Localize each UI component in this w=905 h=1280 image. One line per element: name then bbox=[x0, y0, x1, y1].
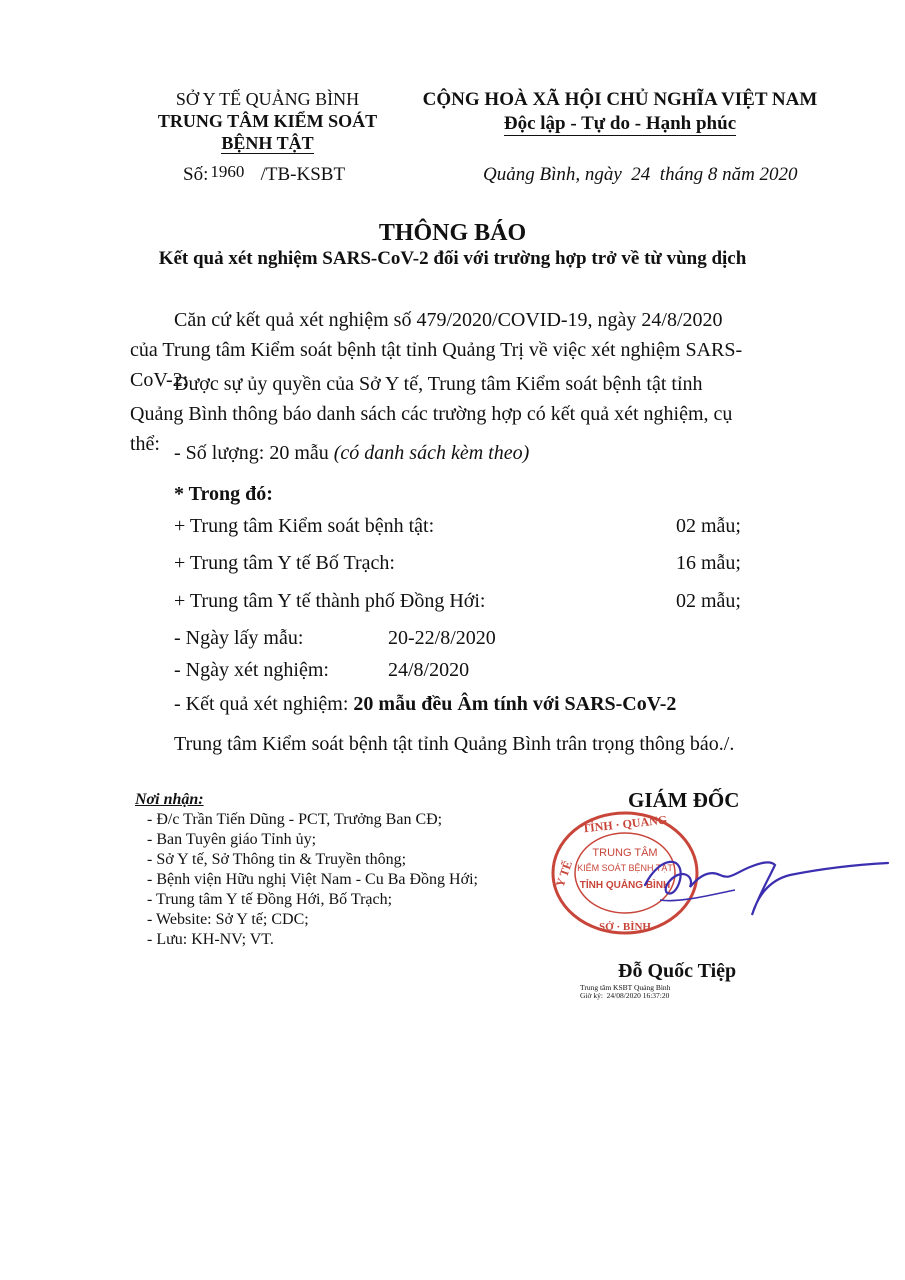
signature-time: Giờ ký: 24/08/2020 16:37:20 bbox=[580, 991, 670, 1000]
test-date-value: 24/8/2020 bbox=[388, 659, 470, 681]
breakdown-unit: + Trung tâm Y tế thành phố Đồng Hới: bbox=[174, 590, 486, 612]
signer-title: GIÁM ĐỐC bbox=[628, 788, 740, 812]
quantity-line bbox=[174, 442, 529, 465]
recipients-block bbox=[135, 790, 478, 950]
issuing-agency bbox=[135, 88, 400, 154]
recipient-item: - Lưu: KH-NV; VT. bbox=[147, 931, 274, 948]
recipient-item: - Sở Y tế, Sở Thông tin & Truyền thông; bbox=[147, 851, 407, 868]
doc-no-number: 1960 bbox=[210, 162, 245, 181]
test-date-label: - Ngày xét nghiệm: bbox=[174, 659, 329, 681]
recipient-item: - Website: Sở Y tế; CDC; bbox=[147, 911, 309, 928]
quantity-label: - Số lượng: 20 mẫu bbox=[174, 442, 329, 464]
sample-date-label: - Ngày lấy mẫu: bbox=[174, 627, 304, 649]
place-date: Quảng Bình, ngày 24 tháng 8 năm 2020 bbox=[483, 164, 798, 185]
paragraph-authorization: Được sự ủy quyền của Sở Y tế, Trung tâm Kiểm soát bệnh tật tỉnh Quảng Bình thông báo danh sách các trường hợp có kết quả xét nghiệm, cụ thể: bbox=[130, 373, 733, 455]
breakdown-count: 02 mẫu; bbox=[676, 590, 741, 612]
recipient-item: - Ban Tuyên giáo Tỉnh ủy; bbox=[147, 831, 317, 848]
result-label: - Kết quả xét nghiệm: bbox=[174, 693, 349, 715]
document-subtitle: Kết quả xét nghiệm SARS-CoV-2 đối với trường hợp trở về từ vùng dịch bbox=[158, 248, 747, 269]
agency-name: TRUNG TÂM KIỂM SOÁT bbox=[157, 111, 378, 131]
breakdown-heading: * Trong đó: bbox=[174, 483, 273, 505]
paragraph-basis: Căn cứ kết quả xét nghiệm số 479/2020/COVID-19, ngày 24/8/2020 của Trung tâm Kiểm soát bệnh tật tỉnh Quảng Trị về việc xét nghiệm SARS-CoV-2; bbox=[130, 309, 743, 391]
doc-no-suffix: /TB-KSBT bbox=[260, 164, 346, 185]
sample-date-value: 20-22/8/2020 bbox=[388, 627, 496, 649]
stamp-line3: TỈNH QUẢNG BÌNH bbox=[579, 880, 671, 891]
digital-signature-info bbox=[580, 984, 670, 1000]
national-header bbox=[400, 88, 840, 136]
recipient-item: - Trung tâm Y tế Đồng Hới, Bố Trạch; bbox=[147, 891, 393, 908]
breakdown-count: 16 mẫu; bbox=[676, 552, 741, 574]
quantity-note: (có danh sách kèm theo) bbox=[333, 442, 530, 464]
doc-no-prefix: Số: bbox=[183, 164, 209, 185]
stamp-line1: TRUNG TÂM bbox=[592, 847, 658, 859]
national-motto: Độc lập - Tự do - Hạnh phúc bbox=[503, 113, 737, 134]
breakdown-unit: + Trung tâm Y tế Bố Trạch: bbox=[174, 552, 395, 574]
breakdown-unit: + Trung tâm Kiểm soát bệnh tật: bbox=[174, 515, 435, 537]
recipient-item: - Đ/c Trần Tiến Dũng - PCT, Trưởng Ban CĐ; bbox=[147, 811, 443, 828]
result-line bbox=[174, 693, 676, 716]
document-title: THÔNG BÁO bbox=[378, 220, 527, 246]
recipients-heading: Nơi nhận: bbox=[135, 791, 204, 808]
agency-parent: SỞ Y TẾ QUẢNG BÌNH bbox=[175, 89, 360, 109]
document-number bbox=[183, 164, 345, 186]
recipient-item: - Bệnh viện Hữu nghị Việt Nam - Cu Ba Đồng Hới; bbox=[147, 871, 478, 888]
svg-text:SỞ · BÌNH: SỞ · BÌNH bbox=[599, 921, 651, 933]
national-title: CỘNG HOÀ XÃ HỘI CHỦ NGHĨA VIỆT NAM bbox=[422, 89, 818, 110]
svg-text:Y TẾ: Y TẾ bbox=[552, 858, 576, 890]
handwritten-signature bbox=[640, 845, 890, 920]
signature-org: Trung tâm KSBT Quảng Bình bbox=[580, 983, 671, 992]
breakdown-count: 02 mẫu; bbox=[676, 515, 741, 537]
agency-name-cont: BỆNH TẬT bbox=[221, 133, 314, 153]
signer-name: Đỗ Quốc Tiệp bbox=[618, 960, 737, 982]
closing-line: Trung tâm Kiểm soát bệnh tật tỉnh Quảng Bình trân trọng thông báo./. bbox=[174, 733, 735, 755]
result-value: 20 mẫu đều Âm tính với SARS-CoV-2 bbox=[353, 693, 677, 715]
svg-text:TỈNH · QUẢNG: TỈNH · QUẢNG bbox=[581, 812, 668, 836]
stamp-line2: KIỂM SOÁT BỆNH TẬT bbox=[577, 863, 673, 873]
